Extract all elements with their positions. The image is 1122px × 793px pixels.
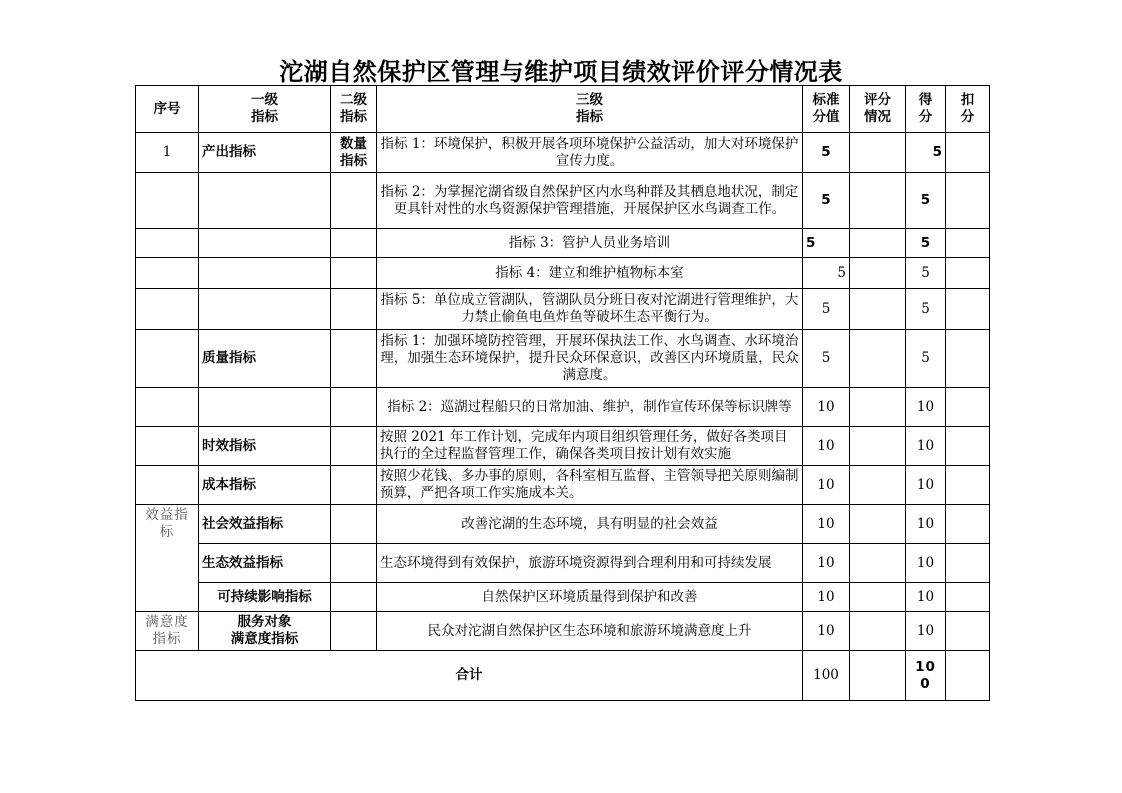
table-row <box>136 544 990 583</box>
cell-seq <box>136 258 199 289</box>
total-standard-score: 100 <box>803 651 850 701</box>
cell-seq-satisfaction: 满意度指标 <box>136 612 199 651</box>
cell-standard-score: 10 <box>803 544 850 583</box>
cell-level1: 质量指标 <box>199 330 331 388</box>
table-row <box>136 173 990 229</box>
cell-deduction <box>946 289 990 330</box>
header-evaluation: 评分 情况 <box>850 86 906 133</box>
cell-standard-score: 5 <box>803 330 850 388</box>
table-row <box>136 330 990 388</box>
total-deduction <box>946 651 990 701</box>
cell-evaluation <box>850 258 906 289</box>
cell-seq <box>136 289 199 330</box>
table-row <box>136 229 990 258</box>
header-level3: 三级 指标 <box>377 86 803 133</box>
cell-level1: 可持续影响指标 <box>199 583 331 612</box>
header-seq: 序号 <box>136 86 199 133</box>
cell-score: 5 <box>906 133 946 173</box>
cell-score: 10 <box>906 505 946 544</box>
cell-deduction <box>946 612 990 651</box>
cell-standard-score: 10 <box>803 388 850 427</box>
cell-score: 10 <box>906 544 946 583</box>
cell-level3: 指标 5：单位成立管湖队，管湖队员分班日夜对沱湖进行管理维护，大力禁止偷鱼电鱼炸鱼等破坏生态平衡行为。 <box>377 289 803 330</box>
cell-deduction <box>946 133 990 173</box>
cell-standard-score: 10 <box>803 427 850 466</box>
cell-seq <box>136 229 199 258</box>
cell-score: 10 <box>906 388 946 427</box>
cell-evaluation <box>850 388 906 427</box>
cell-level1: 社会效益指标 <box>199 505 331 544</box>
cell-deduction <box>946 388 990 427</box>
cell-seq <box>136 388 199 427</box>
cell-level2 <box>331 173 377 229</box>
cell-evaluation <box>850 505 906 544</box>
cell-evaluation <box>850 289 906 330</box>
cell-level1: 产出指标 <box>199 133 331 173</box>
header-deduction: 扣 分 <box>946 86 990 133</box>
table-row <box>136 388 990 427</box>
cell-level3: 指标 1：环境保护，积极开展各项环境保护公益活动，加大对环境保护宣传力度。 <box>377 133 803 173</box>
cell-level2 <box>331 388 377 427</box>
cell-level2 <box>331 612 377 651</box>
table-row <box>136 427 990 466</box>
header-level1: 一级 指标 <box>199 86 331 133</box>
cell-score: 5 <box>906 258 946 289</box>
cell-score: 10 <box>906 612 946 651</box>
cell-standard-score: 5 <box>803 289 850 330</box>
cell-score: 5 <box>906 229 946 258</box>
cell-evaluation <box>850 583 906 612</box>
total-evaluation <box>850 651 906 701</box>
cell-seq <box>136 466 199 505</box>
cell-standard-score: 10 <box>803 583 850 612</box>
cell-standard-score: 10 <box>803 505 850 544</box>
cell-score: 10 <box>906 427 946 466</box>
cell-level3: 指标 2：巡湖过程船只的日常加油、维护，制作宣传环保等标识牌等 <box>377 388 803 427</box>
cell-level2 <box>331 466 377 505</box>
header-row <box>136 86 990 133</box>
total-row <box>136 651 990 701</box>
total-score: 10 0 <box>906 651 946 701</box>
cell-evaluation <box>850 466 906 505</box>
cell-level2 <box>331 505 377 544</box>
header-standard-score: 标准 分值 <box>803 86 850 133</box>
cell-level2 <box>331 544 377 583</box>
cell-level3: 按照 2021 年工作计划，完成年内项目组织管理任务，做好各类项目执行的全过程监督管理工作，确保各类项目按计划有效实施 <box>377 427 803 466</box>
cell-deduction <box>946 466 990 505</box>
table-row <box>136 583 990 612</box>
cell-standard-score: 5 <box>803 133 850 173</box>
cell-level3: 民众对沱湖自然保护区生态环境和旅游环境满意度上升 <box>377 612 803 651</box>
cell-level3: 指标 3：管护人员业务培训 <box>377 229 803 258</box>
cell-level2 <box>331 427 377 466</box>
cell-level3: 指标 1：加强环境防控管理，开展环保执法工作、水鸟调查、水环境治理，加强生态环境保护，提升民众环保意识，改善区内环境质量，民众满意度。 <box>377 330 803 388</box>
cell-level1: 成本指标 <box>199 466 331 505</box>
cell-level1 <box>199 229 331 258</box>
table-row <box>136 133 990 173</box>
cell-evaluation <box>850 544 906 583</box>
cell-level1: 时效指标 <box>199 427 331 466</box>
header-level2: 二级 指标 <box>331 86 377 133</box>
cell-deduction <box>946 173 990 229</box>
cell-level3: 指标 4：建立和维护植物标本室 <box>377 258 803 289</box>
cell-level2: 数量 指标 <box>331 133 377 173</box>
table-row <box>136 466 990 505</box>
cell-seq-benefit: 效益指标 <box>136 505 199 612</box>
table-row <box>136 258 990 289</box>
cell-seq <box>136 427 199 466</box>
cell-standard-score: 5 <box>803 229 850 258</box>
cell-deduction <box>946 544 990 583</box>
cell-level3: 按照少花钱、多办事的原则，各科室相互监督、主管领导把关原则编制预算，严把各项工作实施成本关。 <box>377 466 803 505</box>
cell-score: 5 <box>906 173 946 229</box>
cell-level1: 服务对象 满意度指标 <box>199 612 331 651</box>
cell-evaluation <box>850 229 906 258</box>
table-row <box>136 612 990 651</box>
total-label: 合计 <box>136 651 803 701</box>
cell-deduction <box>946 229 990 258</box>
cell-level3: 指标 2：为掌握沱湖省级自然保护区内水鸟种群及其栖息地状况，制定更具针对性的水鸟资源保护管理措施，开展保护区水鸟调查工作。 <box>377 173 803 229</box>
table-row <box>136 505 990 544</box>
score-table <box>135 85 990 701</box>
cell-seq <box>136 173 199 229</box>
cell-evaluation <box>850 330 906 388</box>
cell-level2 <box>331 330 377 388</box>
cell-seq: 1 <box>136 133 199 173</box>
cell-score: 10 <box>906 466 946 505</box>
cell-standard-score: 5 <box>803 258 850 289</box>
cell-level2 <box>331 289 377 330</box>
cell-level2 <box>331 229 377 258</box>
cell-level3: 自然保护区环境质量得到保护和改善 <box>377 583 803 612</box>
cell-deduction <box>946 505 990 544</box>
cell-level1 <box>199 173 331 229</box>
cell-standard-score: 10 <box>803 612 850 651</box>
table-row <box>136 289 990 330</box>
cell-evaluation <box>850 133 906 173</box>
page-title: 沱湖自然保护区管理与维护项目绩效评价评分情况表 <box>279 58 843 86</box>
cell-score: 5 <box>906 330 946 388</box>
cell-standard-score: 10 <box>803 466 850 505</box>
cell-level2 <box>331 583 377 612</box>
cell-level1: 生态效益指标 <box>199 544 331 583</box>
cell-level1 <box>199 289 331 330</box>
cell-level2 <box>331 258 377 289</box>
cell-seq <box>136 330 199 388</box>
cell-deduction <box>946 583 990 612</box>
cell-evaluation <box>850 173 906 229</box>
cell-evaluation <box>850 612 906 651</box>
cell-level3: 生态环境得到有效保护，旅游环境资源得到合理利用和可持续发展 <box>377 544 803 583</box>
cell-deduction <box>946 330 990 388</box>
cell-level3: 改善沱湖的生态环境，具有明显的社会效益 <box>377 505 803 544</box>
cell-deduction <box>946 427 990 466</box>
cell-level1 <box>199 258 331 289</box>
cell-level1 <box>199 388 331 427</box>
cell-score: 10 <box>906 583 946 612</box>
header-score: 得 分 <box>906 86 946 133</box>
cell-standard-score: 5 <box>803 173 850 229</box>
cell-deduction <box>946 258 990 289</box>
cell-score: 5 <box>906 289 946 330</box>
cell-evaluation <box>850 427 906 466</box>
